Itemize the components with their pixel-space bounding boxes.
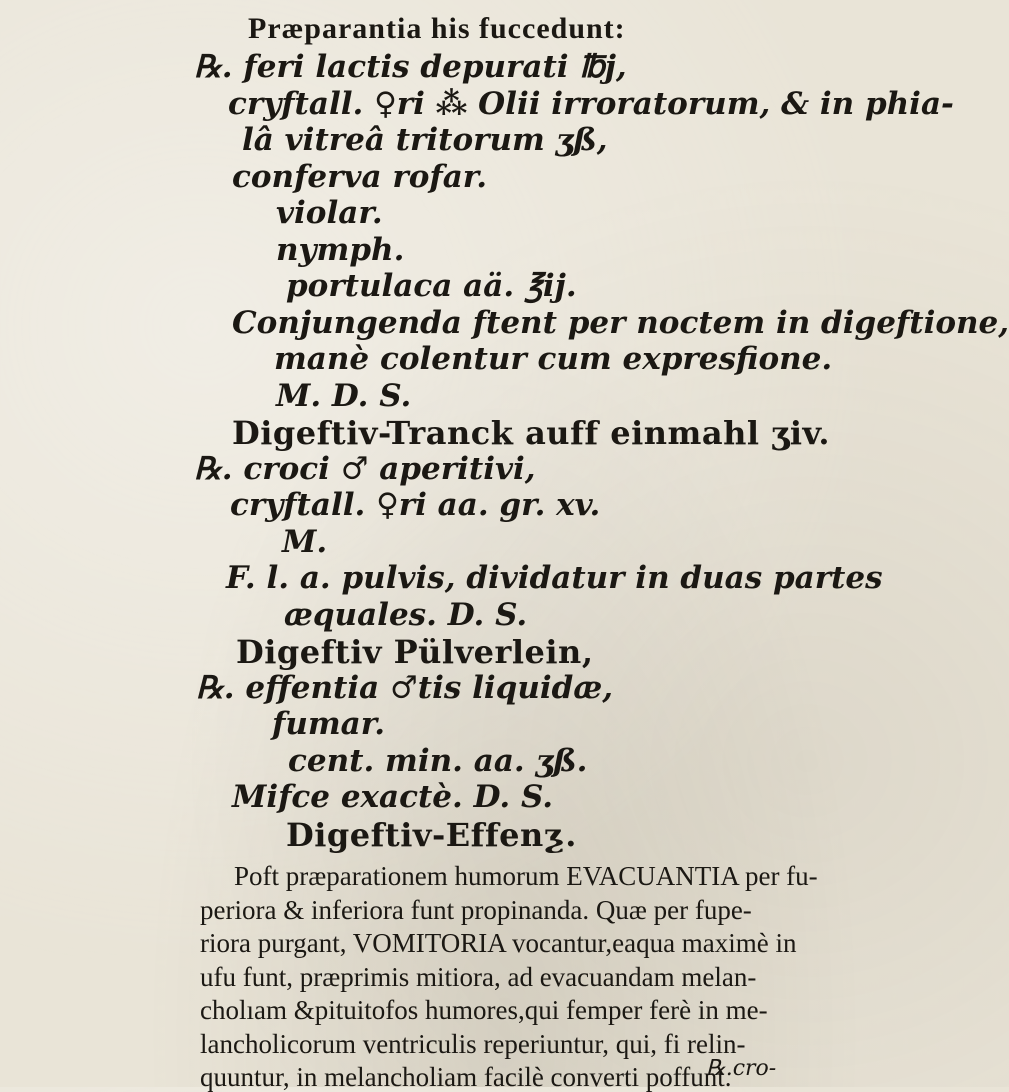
recipe-1-line-9: manè colentur cum expresfione. [274, 341, 833, 377]
catchword: ℞.cro- [706, 1056, 777, 1081]
recipe-1-line-2: cryftall. ♀ri ⁂ Olii irroratorum, & in phia- [228, 85, 954, 122]
recipe-1-title: Digeftiv-Tranck auff einmahl ʒiv. [232, 414, 831, 452]
paragraph-line-6: lancholicorum ventriculis reperiuntur, qui, fi relin- [200, 1028, 746, 1059]
recipe-2-line-2: cryftall. ♀ri aa. gr. xv. [230, 487, 601, 523]
recipe-2-line-1: ℞. croci ♂ aperitivi, [194, 450, 536, 487]
recipe-1-line-10: M. D. S. [276, 377, 412, 414]
paragraph-line-1: Poft præparationem humorum EVACUANTIA per fu- [234, 861, 818, 891]
paragraph-line-5: cholıam &pituitofos humores,qui femper ferè in me- [200, 995, 768, 1025]
recipe-2-title: Digeftiv Pülverlein, [236, 633, 594, 671]
recipe-1-line-8: Conjungenda ftent per noctem in digeftione, [232, 304, 1009, 341]
recipe-1-line-5: violar. [276, 195, 383, 231]
recipe-3-title: Digeftiv-Effenƺ. [286, 815, 577, 854]
recipe-2-line-4: F. l. a. pulvis, dividatur in duas partes [226, 560, 883, 596]
recipe-3-line-3: cent. min. aa. ʒß. [288, 742, 588, 779]
recipe-2-line-3: M. [282, 523, 328, 560]
recipe-1-line-3: lâ vitreâ tritorum ʒß, [242, 122, 608, 158]
recipe-3-line-2: fumar. [272, 706, 386, 742]
recipe-1-line-7: portulaca aä. ℥ij. [286, 268, 577, 304]
recipe-1-line-6: nymph. [276, 231, 405, 268]
recipe-3-line-4: Mifce exactè. D. S. [232, 779, 554, 815]
recipe-1-line-1: ℞. feri lactis depurati ℔j, [194, 49, 627, 85]
paragraph-line-7: quuntur, in melancholiam facilè converti poffunt. [200, 1062, 732, 1092]
recipe-1-line-4: conferva rofar. [232, 158, 488, 195]
paragraph-line-4: ufu funt, præprimis mitiora, ad evacuandam melan- [200, 961, 757, 992]
paragraph-line-2: periora & inferiora funt propinanda. Quæ per fupe- [200, 894, 752, 925]
paragraph-line-3: riora purgant, VOMITORIA vocantur,eaqua maximè in [200, 928, 797, 958]
running-header: Præparantia his fuccedunt: [248, 12, 626, 45]
recipe-2-line-5: æquales. D. S. [284, 596, 528, 633]
recipe-3-line-1: ℞. effentia ♂tis liquidæ, [196, 669, 614, 706]
